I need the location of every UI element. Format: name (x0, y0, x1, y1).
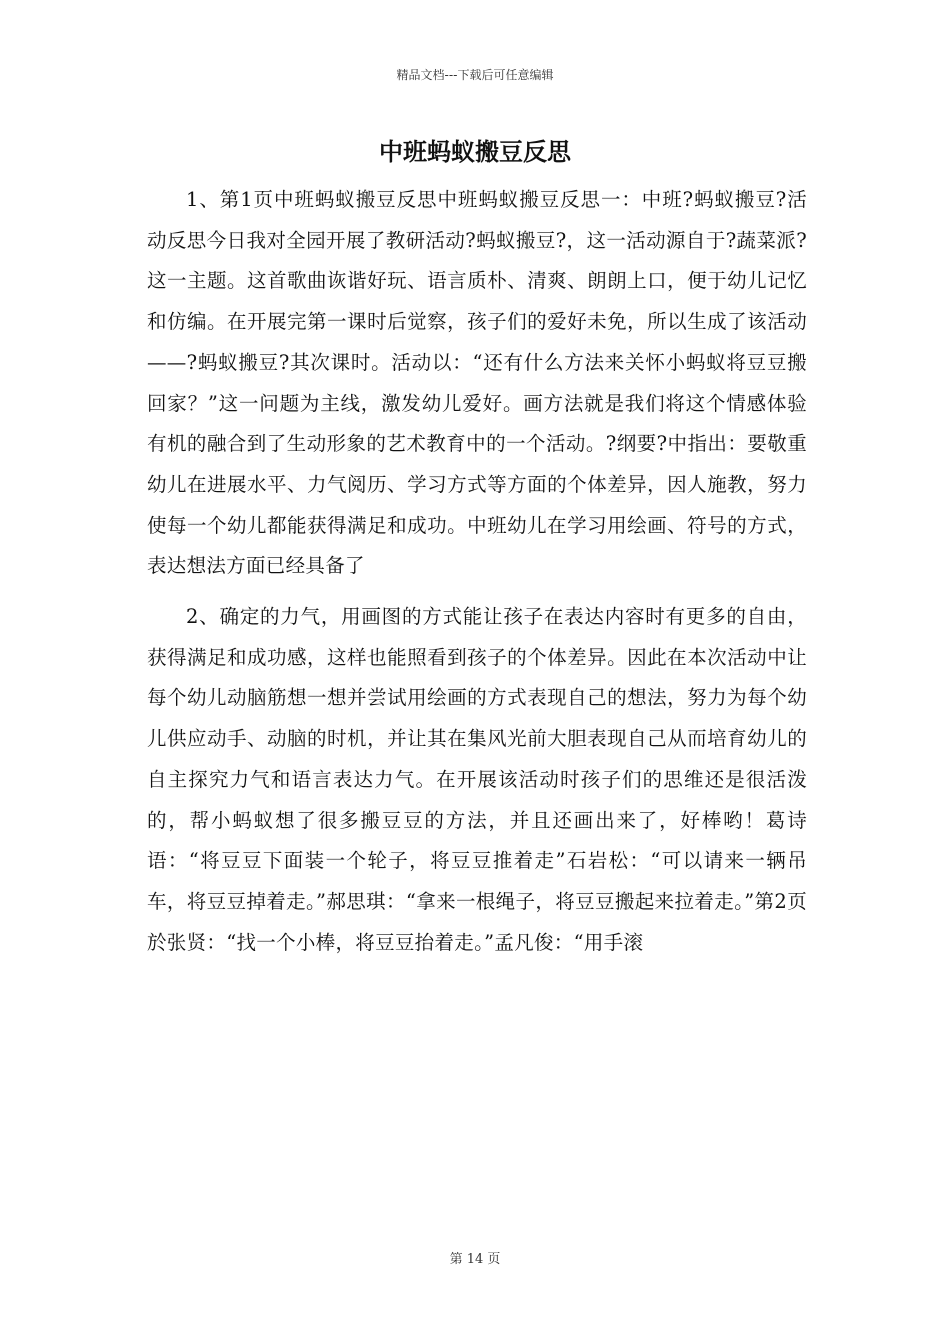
document-title: 中班蚂蚁搬豆反思 (379, 138, 571, 166)
document-body (147, 180, 807, 963)
paragraph-2: 2、确定的力气，用画图的方式能让孩子在表达内容时有更多的自由，获得满足和成功感，这样也能照看到孩子的个体差异。因此在本次活动中让每个幼儿动脑筋想一想并尝试用绘画的方式表现自己的想法，努力为每个幼儿供应动手、动脑的时机，并让其在集风光前大胆表现自己从而培育幼儿的自主探究力气和语言表达力气。在开展该活动时孩子们的思维还是很活泼的，帮小蚂蚁想了很多搬豆豆的方法，并且还画出来了，好棒哟！葛诗语：“将豆豆下面装一个轮子，将豆豆推着走”石岩松：“可以请来一辆吊车，将豆豆掉着走。”郝思琪：“拿来一根绳子，将豆豆搬起来拉着走。”第2页於张贤：“找一个小棒，将豆豆抬着走。”孟凡俊：“用手滚 (147, 605, 807, 954)
page-header: 精品文档---下载后可任意编辑 (396, 68, 554, 82)
page-number: 第 14 页 (449, 1252, 501, 1267)
paragraph-1: 1、第1页中班蚂蚁搬豆反思中班蚂蚁搬豆反思一：中班?蚂蚁搬豆?活动反思今日我对全园开展了教研活动?蚂蚁搬豆?，这一活动源自于?蔬菜派?这一主题。这首歌曲诙谐好玩、语言质朴、清爽、朗朗上口，便于幼儿记忆和仿编。在开展完第一课时后觉察，孩子们的爱好未免，所以生成了该活动——?蚂蚁搬豆?其次课时。活动以：“还有什么方法来关怀小蚂蚁将豆豆搬回家？”这一问题为主线，激发幼儿爱好。画方法就是我们将这个情感体验有机的融合到了生动形象的艺术教育中的一个活动。?纲要?中指出：要敬重幼儿在进展水平、力气阅历、学习方式等方面的个体差异，因人施教，努力使每一个幼儿都能获得满足和成功。中班幼儿在学习用绘画、符号的方式，表达想法方面已经具备了 (147, 188, 807, 578)
